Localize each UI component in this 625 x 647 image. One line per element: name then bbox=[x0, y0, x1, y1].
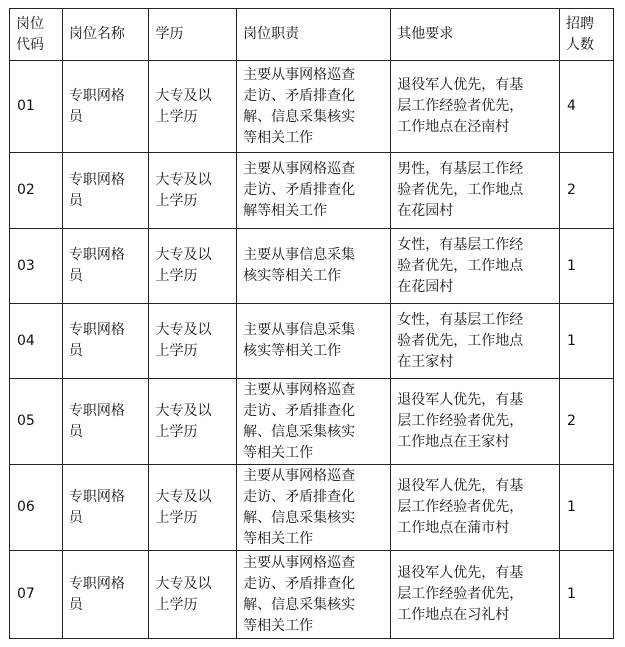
recruitment-table bbox=[9, 8, 614, 639]
cell-name: 专职网格 员 bbox=[62, 465, 149, 551]
header-position-code: 岗位 代码 bbox=[10, 9, 63, 61]
cell-count: 2 bbox=[559, 153, 613, 229]
cell-name: 专职网格 员 bbox=[62, 229, 149, 304]
table-row bbox=[10, 551, 614, 639]
cell-duty: 主要从事网格巡查 走访、矛盾排查化 解、信息采集核实 等相关工作 bbox=[237, 379, 391, 465]
cell-education: 大专及以 上学历 bbox=[149, 379, 237, 465]
cell-education: 大专及以 上学历 bbox=[149, 465, 237, 551]
cell-code: 05 bbox=[10, 379, 63, 465]
cell-requirements: 退役军人优先，有基 层工作经验者优先， 工作地点在泾南村 bbox=[391, 61, 560, 153]
cell-education: 大专及以 上学历 bbox=[149, 153, 237, 229]
cell-name: 专职网格 员 bbox=[62, 551, 149, 639]
cell-code: 06 bbox=[10, 465, 63, 551]
cell-education: 大专及以 上学历 bbox=[149, 551, 237, 639]
header-education: 学历 bbox=[149, 9, 237, 61]
cell-education: 大专及以 上学历 bbox=[149, 304, 237, 379]
cell-duty: 主要从事网格巡查 走访、矛盾排查化 解、信息采集核实 等相关工作 bbox=[237, 465, 391, 551]
cell-count: 1 bbox=[559, 465, 613, 551]
header-headcount: 招聘 人数 bbox=[559, 9, 613, 61]
cell-education: 大专及以 上学历 bbox=[149, 229, 237, 304]
header-position-name: 岗位名称 bbox=[62, 9, 149, 61]
cell-duty: 主要从事网格巡查 走访、矛盾排查化 解等相关工作 bbox=[237, 153, 391, 229]
recruitment-table-container bbox=[9, 8, 614, 639]
table-row bbox=[10, 61, 614, 153]
cell-count: 2 bbox=[559, 379, 613, 465]
table-row bbox=[10, 229, 614, 304]
cell-count: 1 bbox=[559, 304, 613, 379]
cell-code: 04 bbox=[10, 304, 63, 379]
cell-duty: 主要从事信息采集 核实等相关工作 bbox=[237, 304, 391, 379]
cell-education: 大专及以 上学历 bbox=[149, 61, 237, 153]
cell-count: 1 bbox=[559, 229, 613, 304]
cell-code: 02 bbox=[10, 153, 63, 229]
cell-code: 07 bbox=[10, 551, 63, 639]
cell-requirements: 退役军人优先，有基 层工作经验者优先， 工作地点在习礼村 bbox=[391, 551, 560, 639]
cell-code: 01 bbox=[10, 61, 63, 153]
cell-requirements: 男性，有基层工作经 验者优先，工作地点 在花园村 bbox=[391, 153, 560, 229]
cell-duty: 主要从事信息采集 核实等相关工作 bbox=[237, 229, 391, 304]
cell-requirements: 女性，有基层工作经 验者优先，工作地点 在花园村 bbox=[391, 229, 560, 304]
cell-requirements: 退役军人优先，有基 层工作经验者优先， 工作地点在王家村 bbox=[391, 379, 560, 465]
table-row bbox=[10, 465, 614, 551]
cell-requirements: 女性，有基层工作经 验者优先，工作地点 在王家村 bbox=[391, 304, 560, 379]
cell-name: 专职网格 员 bbox=[62, 61, 149, 153]
cell-count: 1 bbox=[559, 551, 613, 639]
cell-count: 4 bbox=[559, 61, 613, 153]
cell-duty: 主要从事网格巡查 走访、矛盾排查化 解、信息采集核实 等相关工作 bbox=[237, 551, 391, 639]
cell-name: 专职网格 员 bbox=[62, 379, 149, 465]
table-row bbox=[10, 379, 614, 465]
cell-requirements: 退役军人优先，有基 层工作经验者优先， 工作地点在蒲市村 bbox=[391, 465, 560, 551]
table-row bbox=[10, 153, 614, 229]
table-row bbox=[10, 304, 614, 379]
cell-code: 03 bbox=[10, 229, 63, 304]
cell-name: 专职网格 员 bbox=[62, 153, 149, 229]
header-duties: 岗位职责 bbox=[237, 9, 391, 61]
table-header-row bbox=[10, 9, 614, 61]
header-other-requirements: 其他要求 bbox=[391, 9, 560, 61]
cell-duty: 主要从事网格巡查 走访、矛盾排查化 解、信息采集核实 等相关工作 bbox=[237, 61, 391, 153]
cell-name: 专职网格 员 bbox=[62, 304, 149, 379]
